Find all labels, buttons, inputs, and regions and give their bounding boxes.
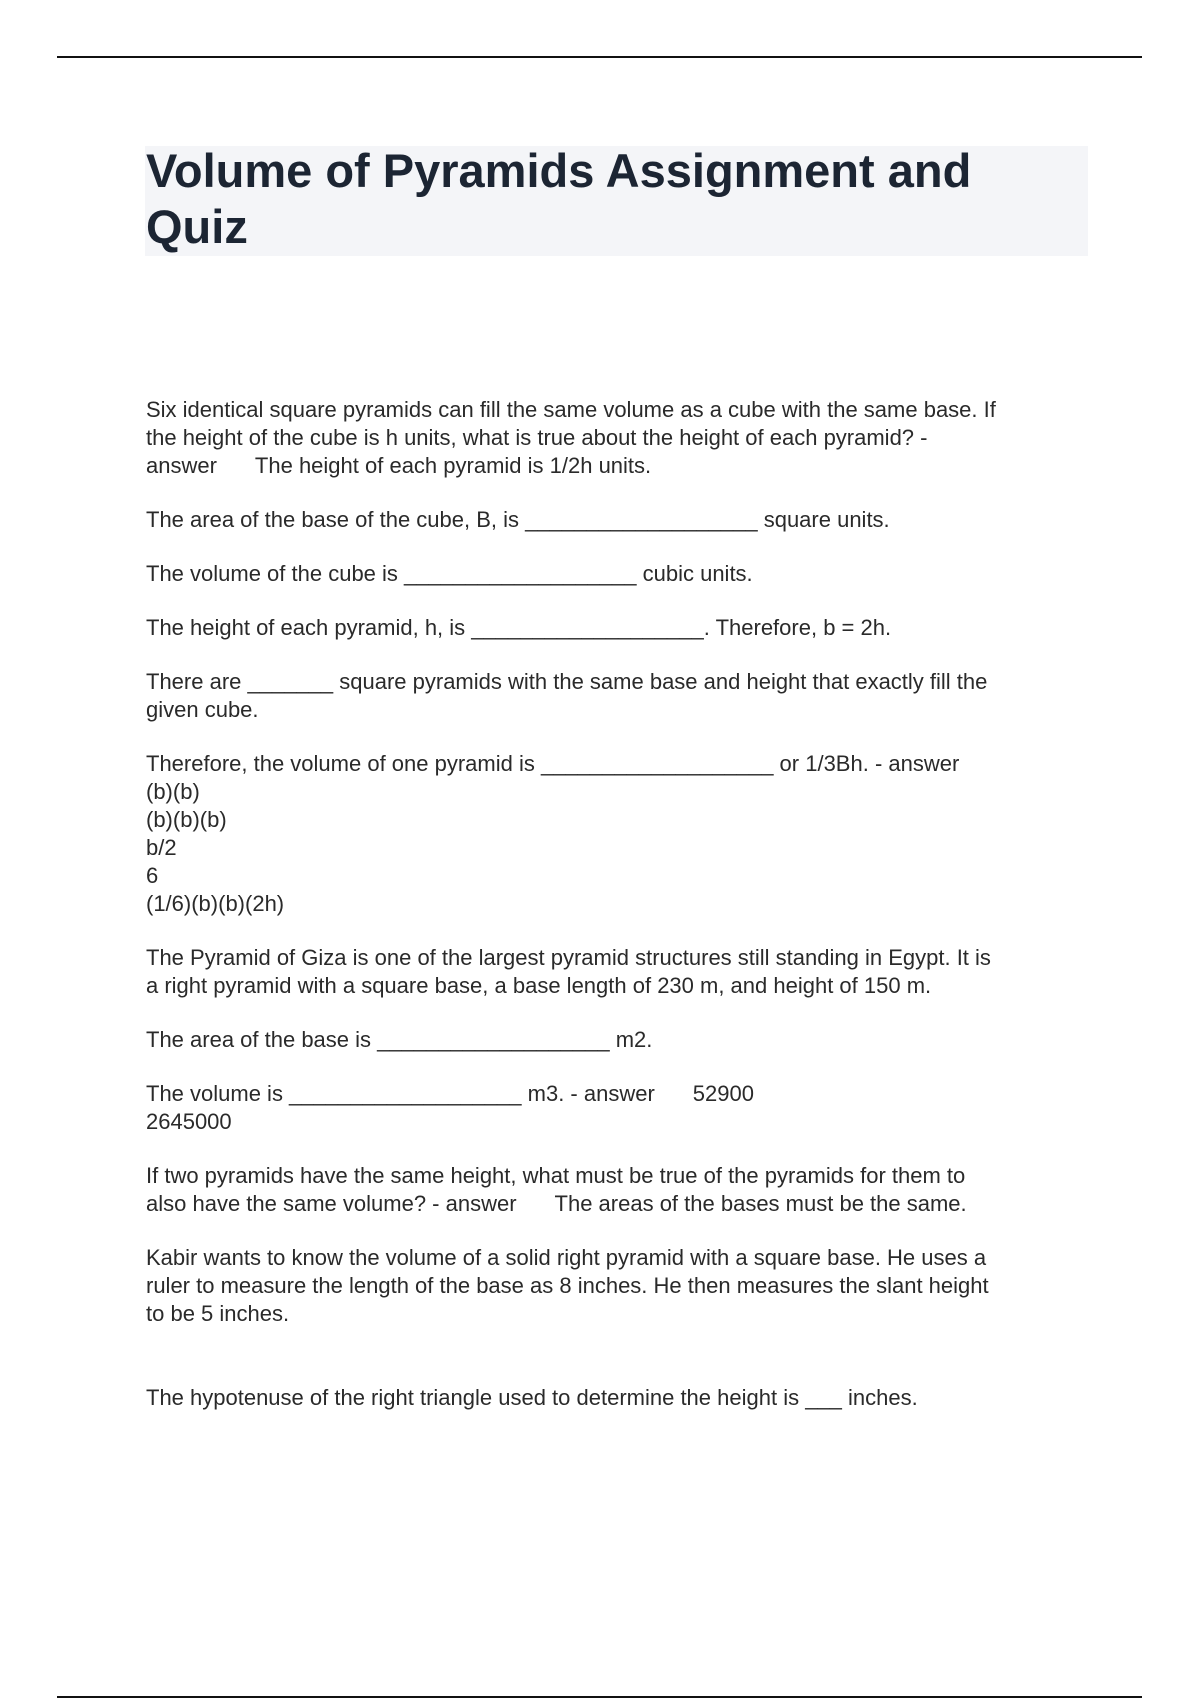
question-1-line-1: Six identical square pyramids can fill the same volume as a cube with the same base. If (146, 397, 996, 422)
question-3-answer-2: 2645000 (146, 1109, 232, 1134)
question-1-answer: The height of each pyramid is 1/2h units. (254, 453, 652, 478)
question-4 (146, 1162, 1086, 1218)
question-2-line-c: The height of each pyramid, h, is ___________________. Therefore, b = 2h. (146, 615, 892, 640)
question-3-line-2: a right pyramid with a square base, a base length of 230 m, and height of 150 m. (146, 973, 932, 998)
question-4-answer-line (146, 1190, 1086, 1218)
question-2-line-d1: There are _______ square pyramids with the same base and height that exactly fill the (146, 669, 988, 694)
footer-rule (57, 1696, 1142, 1698)
question-3-volume-block (146, 1080, 1086, 1136)
question-2-line-d (146, 668, 1086, 724)
question-5 (146, 1244, 1086, 1328)
question-2-line-e-block (146, 750, 1086, 918)
question-3-volume-line (146, 1080, 1086, 1108)
question-2-answer-5: (1/6)(b)(b)(2h) (146, 891, 285, 916)
question-2-answer-3: b/2 (146, 835, 177, 860)
question-2-line-b: The volume of the cube is ___________________ cubic units. (146, 561, 753, 586)
question-5-line-2: ruler to measure the length of the base as 8 inches. He then measures the slant height (146, 1273, 989, 1298)
question-5-line-1: Kabir wants to know the volume of a solid right pyramid with a square base. He uses a (146, 1245, 987, 1270)
question-2-line-d2: given cube. (146, 697, 259, 722)
header-rule (57, 56, 1142, 58)
question-3 (146, 944, 1086, 1000)
answer-label: answer (146, 453, 217, 478)
question-4-line-1: If two pyramids have the same height, what must be true of the pyramids for them to (146, 1163, 966, 1188)
question-4-answer: The areas of the bases must be the same. (554, 1191, 967, 1216)
question-2-answer-4: 6 (146, 863, 159, 888)
question-2-line-e: Therefore, the volume of one pyramid is ___________________ or 1/3Bh. - answer (146, 751, 960, 776)
question-3-answer-1: 52900 (692, 1081, 754, 1106)
question-2-answer-1: (b)(b) (146, 779, 200, 804)
document-body (146, 396, 1086, 1438)
question-4-line-2: also have the same volume? - answer (146, 1191, 517, 1216)
question-5-line-4: The hypotenuse of the right triangle used to determine the height is ___ inches. (146, 1385, 918, 1410)
question-3-volume: The volume is ___________________ m3. - answer (146, 1081, 655, 1106)
question-5-line-3: to be 5 inches. (146, 1301, 290, 1326)
question-2-answer-2: (b)(b)(b) (146, 807, 227, 832)
question-1 (146, 396, 1086, 480)
question-1-line-2: the height of the cube is h units, what is true about the height of each pyramid? - (146, 425, 928, 450)
page-title: Volume of Pyramids Assignment and Quiz (146, 144, 972, 253)
question-3-line-1: The Pyramid of Giza is one of the largest pyramid structures still standing in Egypt. It is (146, 945, 991, 970)
question-2-line-a: The area of the base of the cube, B, is ___________________ square units. (146, 507, 890, 532)
question-3-area: The area of the base is ___________________ m2. (146, 1027, 653, 1052)
question-1-answer-line (146, 452, 1086, 480)
